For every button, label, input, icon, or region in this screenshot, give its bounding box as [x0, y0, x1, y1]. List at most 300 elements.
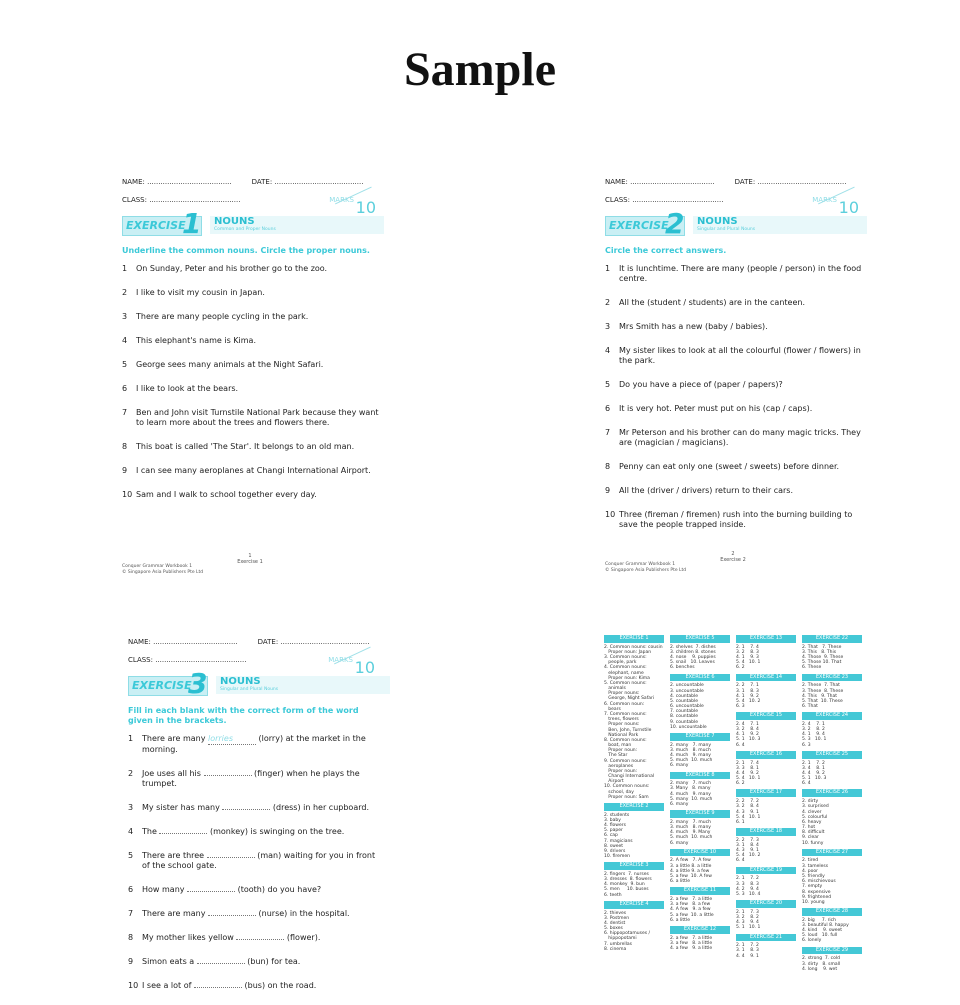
question: 2 Joe uses all his (finger) when he plays the trumpet.: [128, 768, 360, 788]
answer-key-column: [604, 632, 664, 952]
question: 6 How many (tooth) do you have?: [128, 884, 322, 894]
answer-key-line: 4. much 9. many: [670, 753, 711, 758]
answer-key-line: 6. teeth: [604, 892, 622, 898]
answer-key-line: 5. paper: [604, 828, 623, 834]
question: 8 This boat is called 'The Star'. It belongs to an old man.: [122, 441, 355, 451]
answer-key-heading: EXERCISE 28: [802, 908, 862, 916]
answer-key-line: 4. 4 9. 1: [736, 953, 759, 959]
answer-key-line: 3. dresses 8. flowers: [604, 877, 652, 883]
answer-key-line: 4. a few 9. a little: [670, 946, 713, 952]
question-list: [122, 264, 384, 500]
answer-key-line: people, park: [604, 660, 637, 666]
question: 9 Simon eats a (bun) for tea.: [128, 956, 301, 966]
answer-key-line: 3. surprised: [802, 804, 829, 810]
question: 8 My mother likes yellow (flower).: [128, 932, 321, 942]
answer-key-heading: EXERCISE 7: [670, 733, 730, 741]
footer-credit-2: Conquer Grammar Workbook 1 © Singapore Asia Publishers Pte Ltd: [605, 562, 687, 573]
answer-key-line: 3. These 8. These: [802, 688, 844, 694]
question: 10 Sam and I walk to school together every day.: [122, 489, 317, 499]
name-label: NAME: ......................................: [122, 178, 232, 186]
answer-key-heading: EXERCISE 15: [736, 712, 796, 720]
answer-key-line: 9. frightened: [802, 894, 832, 900]
answer-key-line: 5. a few 10. A few: [670, 874, 712, 879]
exercise-word: EXERCISE: [609, 218, 669, 232]
answer-key-line: 2. many 7. much: [670, 819, 711, 825]
worksheet-exercise-2: [605, 178, 867, 544]
answer-key-column: [802, 632, 862, 972]
answer-key-heading: EXERCISE 16: [736, 751, 796, 759]
answer-key-heading: EXERCISE 17: [736, 789, 796, 797]
answer-key-line: 5. 4 10. 2: [736, 698, 761, 704]
answer-blank[interactable]: [204, 775, 252, 776]
answer-key-line: 5. 3 10. 1: [802, 737, 827, 743]
answer-key-line: 5. 4 10. 1: [736, 814, 761, 820]
answer-key-line: 10. Common nouns:: [604, 784, 650, 790]
answer-blank[interactable]: lorries: [208, 734, 256, 745]
answer-key-line: 3. 1 8. 4: [736, 842, 759, 848]
name-label: NAME: ......................................: [605, 178, 715, 186]
answer-blank[interactable]: [197, 963, 245, 964]
exercise-number: 2: [665, 206, 685, 240]
instruction: Circle the correct answers.: [605, 245, 727, 255]
answer-key-line: Proper noun: Kima: [604, 675, 650, 681]
answer-key-line: 6. 4: [736, 742, 745, 748]
answer-key-line: 7. magicians: [604, 838, 633, 844]
answer-key-line: 5. That 10. These: [802, 698, 843, 704]
answer-key-line: 4. flowers: [604, 823, 626, 828]
answer-key-line: Proper nouns:: [604, 722, 640, 728]
answer-key-line: 4. a little 9. a few: [670, 868, 710, 874]
answer-key-line: 4. Those 9. These: [802, 655, 844, 661]
question: 1 It is lunchtime. There are many (people / person) in the food centre.: [605, 263, 862, 283]
answer-key-line: 7. countable: [670, 709, 699, 715]
answer-key-line: 6. 3: [736, 704, 745, 710]
answer-key-heading: EXERCISE 14: [736, 674, 796, 682]
answer-key-line: 5. 3 10. 4: [736, 891, 761, 897]
answer-key-line: 4. dentist: [604, 920, 626, 926]
answer-key-line: 4. 3 9. 1: [736, 848, 759, 854]
answer-key-line: 8. countable: [670, 714, 699, 720]
answer-key-line: 3. baby: [604, 817, 621, 823]
question-list: [605, 264, 867, 530]
question: 8 Penny can eat only one (sweet / sweets) before dinner.: [605, 461, 840, 471]
answer-key-heading: EXERCISE 25: [802, 751, 862, 759]
answer-key-line: 4. 4 9. 2: [736, 770, 759, 776]
answer-key-line: 3. beautiful 8. happy: [802, 922, 849, 928]
answer-key-line: 6. lonely: [802, 938, 822, 944]
answer-key-line: 10. young: [802, 899, 825, 905]
answer-key-line: 6. These: [802, 665, 822, 671]
answer-key-page: [604, 632, 866, 1000]
answer-key-heading: EXERCISE 2: [604, 803, 664, 811]
answer-key-line: 4. Common nouns:: [604, 665, 647, 671]
question: 7 Mr Peterson and his brother can do many magic tricks. They are (magician / magicians).: [605, 427, 861, 447]
answer-key-line: 5. much 10. much: [670, 758, 713, 764]
answer-key-line: 2. 1 7. 4: [736, 644, 759, 650]
answer-key-line: 6. benches: [670, 665, 695, 671]
question: 3 There are many people cycling in the park.: [122, 311, 309, 321]
answer-key-heading: EXERCISE 4: [604, 901, 664, 909]
answer-key-line: 7. empty: [802, 884, 823, 890]
marks-label: MARKS: [328, 655, 353, 664]
answer-key-line: 2. 1 7. 2: [802, 760, 825, 766]
answer-key-line: 2. uncountable: [670, 683, 704, 689]
answer-key-line: 2. 2 7. 2: [736, 799, 759, 805]
answer-key-line: trees, flowers: [604, 717, 639, 723]
answer-key-line: 4. 3 9. 4: [736, 920, 759, 926]
answer-blank[interactable]: [159, 833, 207, 834]
answer-key-line: 6. a little: [670, 879, 690, 885]
answer-key-line: 2. 2 7. 3: [736, 837, 759, 843]
answer-key-line: 4. nose 9. puppies: [670, 655, 716, 661]
answer-key-line: 4. poor: [802, 868, 818, 874]
name-date-row: [122, 178, 384, 187]
question: 4 My sister likes to look at all the colourful (flower / flowers) in the park.: [605, 345, 861, 365]
answer-key-line: 10. funny: [802, 840, 824, 846]
answer-key-line: 2. students: [604, 812, 630, 818]
answer-key-line: 5. loud 10. full: [802, 933, 838, 939]
answer-key-line: 5. friendly: [802, 874, 825, 879]
answer-key-line: animals: [604, 686, 626, 692]
answer-key-line: 5. 1 10. 3: [802, 776, 827, 782]
answer-key-line: 9. Common nouns:: [604, 758, 647, 764]
answer-key-line: 8. difficult: [802, 830, 825, 836]
answer-key-line: 4. clever: [802, 809, 822, 815]
answer-blank[interactable]: [236, 939, 284, 940]
answer-key-line: 2. fingers 7. nurses: [604, 871, 649, 877]
worksheet-exercise-3: [128, 638, 383, 1005]
answer-key-line: 5. men 10. buses: [604, 887, 649, 893]
answer-key-line: 4. countable: [670, 693, 699, 699]
question: 10 Three (fireman / firemen) rush into the burning building to save the people trapped inside.: [605, 509, 853, 529]
answer-key-line: hippopotami: [604, 936, 637, 942]
answer-key-line: 4. 1 9. 3: [736, 655, 759, 661]
topic-box: [216, 676, 390, 694]
answer-key-line: 3. uncountable: [670, 688, 704, 694]
question: 10 I see a lot of (bus) on the road.: [128, 980, 317, 990]
answer-key-line: 6. 2: [736, 665, 745, 671]
answer-key-line: Proper noun: Sam: [604, 794, 649, 800]
answer-key-line: 3. 3 8. 3: [736, 881, 759, 887]
page-number-2: 2 Exercise 2: [720, 551, 746, 563]
answer-blank[interactable]: [187, 891, 235, 892]
marks-total: 10: [838, 197, 859, 217]
date-label: DATE: ........................................: [257, 638, 370, 646]
answer-key-line: 2. 4 7. 1: [802, 721, 825, 727]
answer-key-heading: EXERCISE 21: [736, 934, 796, 942]
answer-key-line: Airport: [604, 779, 624, 785]
question: 4 The (monkey) is swinging on the tree.: [128, 826, 345, 836]
answer-key-line: 10. uncountable: [670, 724, 707, 730]
answer-key-column: [670, 632, 730, 951]
answer-key-line: 5. a few 10. a little: [670, 912, 714, 918]
page-title: Sample: [403, 43, 556, 96]
answer-key-line: 4. monkey 9. bun: [604, 882, 645, 888]
class-label: CLASS: .........................................: [605, 195, 724, 204]
date-label: DATE: ........................................: [734, 178, 847, 186]
question: 4 This elephant's name is Kima.: [122, 335, 256, 345]
answer-key-line: aeroplanes: [604, 763, 634, 769]
answer-key-line: 2. 1 7. 2: [736, 943, 759, 949]
answer-key-line: 6. many: [670, 801, 689, 807]
answer-key-heading: EXERCISE 11: [670, 887, 730, 895]
answer-key-line: 3. tameless: [802, 863, 829, 869]
question: 2 All the (student / students) are in the canteen.: [605, 297, 805, 307]
answer-key-line: 2. shelves 7. dishes: [670, 644, 716, 650]
answer-key-line: 4. 3 9. 1: [736, 809, 759, 815]
answer-key-line: 6. heavy: [802, 819, 822, 825]
answer-key-line: 2. thieves: [604, 910, 627, 916]
answer-key-line: 4. long 9. wet: [802, 966, 838, 972]
answer-key-line: elephant, name: [604, 670, 644, 676]
answer-key-line: 3. 2 8. 2: [802, 727, 825, 733]
question: 5 George sees many animals at the Night Safari.: [122, 359, 324, 369]
class-label: CLASS: .........................................: [122, 195, 241, 204]
answer-key-line: 6. 1: [736, 819, 745, 825]
name-date-row: [128, 638, 383, 647]
answer-key-line: 2. That 7. These: [802, 644, 842, 650]
answer-key-line: 9. drivers: [604, 848, 626, 854]
question: 7 There are many (nurse) in the hospital.: [128, 908, 350, 918]
answer-key-heading: EXERCISE 22: [802, 635, 862, 643]
name-label: NAME: ......................................: [128, 638, 238, 646]
footer-credit-1: Conquer Grammar Workbook 1 © Singapore Asia Publishers Pte Ltd: [122, 564, 204, 575]
answer-key-line: 5. much 10. much: [670, 835, 713, 841]
answer-key-line: 6. Common noun:: [604, 701, 645, 707]
answer-key-line: 3. much 8. many: [670, 825, 711, 831]
answer-key-line: 5. many 10. much: [670, 796, 713, 802]
answer-key-line: 2. A few 7. A few: [670, 858, 711, 864]
instruction: Underline the common nouns. Circle the proper nouns.: [122, 245, 370, 255]
question: 9 All the (driver / drivers) return to their cars.: [605, 485, 793, 495]
instruction: Fill in each blank with the correct form of the word given in the brackets.: [128, 705, 359, 725]
answer-key-line: 2. a few 7. a little: [670, 897, 713, 903]
question: 3 My sister has many (dress) in her cupboard.: [128, 802, 369, 812]
answer-key-heading: EXERCISE 5: [670, 635, 730, 643]
answer-key-line: 2. 1 7. 3: [736, 909, 759, 915]
answer-key-heading: EXERCISE 26: [802, 789, 862, 797]
answer-key-line: 2. a few 7. a little: [670, 935, 713, 941]
answer-key-line: 2. 1 7. 4: [736, 760, 759, 766]
answer-key-line: 7. umbrellas: [604, 941, 632, 947]
question: 6 It is very hot. Peter must put on his (cap / caps).: [605, 403, 813, 413]
answer-key-line: 4. much 9. Many: [670, 830, 711, 836]
answer-key-heading: EXERCISE 6: [670, 674, 730, 682]
answer-key-heading: EXERCISE 13: [736, 635, 796, 643]
topic-title: NOUNS: [220, 675, 261, 687]
answer-key-line: 9. clear: [802, 835, 819, 841]
answer-key-line: Proper noun:: [604, 748, 638, 754]
answer-key-line: 3. 2 8. 4: [736, 804, 759, 810]
answer-key-line: 6. 2: [736, 781, 745, 787]
exercise-number: 1: [182, 206, 202, 240]
answer-blank[interactable]: [208, 915, 256, 916]
answer-key-line: 3. a few 8. a little: [670, 940, 713, 946]
answer-key-line: 4. 4 9. 2: [802, 770, 825, 776]
answer-key-line: boat, man: [604, 743, 632, 749]
answer-key-line: 4. This 9. That: [802, 693, 838, 699]
question: 5 Do you have a piece of (paper / papers)?: [605, 379, 783, 389]
answer-key-line: Changi International: [604, 774, 655, 780]
exercise-word: EXERCISE: [126, 218, 186, 232]
answer-key-line: 8. sweet: [604, 843, 624, 849]
answer-key-line: 3. 1 8. 3: [736, 688, 759, 694]
answer-key-line: 2. big 7. rich: [802, 917, 836, 923]
answer-key-line: 5. countable: [670, 698, 699, 704]
answer-key-line: 4. A few 9. a few: [670, 907, 711, 913]
name-date-row: [605, 178, 867, 187]
answer-key-heading: EXERCISE 20: [736, 900, 796, 908]
answer-key-line: 2. Common nouns: cousin: [604, 644, 663, 650]
answer-key-line: 2. strong 7. cold: [802, 956, 840, 962]
answer-key-line: 5. 1 10. 3: [736, 737, 761, 743]
answer-key-line: 2. 1 7. 2: [736, 876, 759, 882]
topic-title: NOUNS: [214, 215, 255, 227]
answer-key-line: 6. 3: [802, 742, 811, 748]
answer-blank[interactable]: [207, 857, 255, 858]
marks-label: MARKS: [812, 195, 837, 204]
answer-key-line: 2. many 7. many: [670, 742, 712, 748]
answer-key-heading: EXERCISE 27: [802, 849, 862, 857]
answer-key-line: 5. 4 10. 1: [736, 660, 761, 666]
answer-blank[interactable]: [194, 987, 242, 988]
answer-blank[interactable]: [222, 809, 270, 810]
topic-subtitle: Singular and Plural Nouns: [697, 226, 756, 232]
answer-key-line: 2. dirty: [802, 799, 819, 805]
answer-key-line: 10. firemen: [604, 854, 630, 860]
answer-key-heading: EXERCISE 10: [670, 849, 730, 857]
answer-key-line: 5. boxes: [604, 926, 623, 932]
date-label: DATE: ........................................: [251, 178, 364, 186]
question: 2 I like to visit my cousin in Japan.: [122, 287, 265, 297]
answer-key-line: 3. 2 8. 4: [736, 727, 759, 733]
answer-key-line: George, Night Safari: [604, 696, 655, 702]
question: 1 On Sunday, Peter and his brother go to the zoo.: [122, 263, 328, 273]
topic-title: NOUNS: [697, 215, 738, 227]
answer-key-line: 6. a little: [670, 917, 690, 923]
marks-label: MARKS: [329, 195, 354, 204]
answer-key-line: 6. mischievous: [802, 879, 836, 885]
exercise-number: 3: [188, 666, 208, 700]
answer-key-line: National Park: [604, 732, 639, 738]
answer-key-line: 6. 4: [736, 858, 745, 864]
answer-key-line: 4. 1 9. 2: [736, 732, 759, 738]
answer-key-line: 6. hippopotamuses /: [604, 931, 651, 937]
answer-key-line: 2. 2 7. 1: [736, 683, 759, 689]
answer-key-heading: EXERCISE 24: [802, 712, 862, 720]
answer-key-line: 3. Many 8. many: [670, 786, 711, 792]
answer-key-line: 3. dirty 8. small: [802, 961, 841, 967]
answer-key-line: Proper noun:: [604, 768, 638, 774]
answer-key-line: 4. 1 9. 2: [736, 693, 759, 699]
marks-total: 10: [355, 197, 376, 217]
answer-key-heading: EXERCISE 29: [802, 947, 862, 955]
answer-key-line: 3. Postmen: [604, 915, 630, 921]
answer-key-line: 2. 4 7. 1: [736, 721, 759, 727]
answer-key-line: 6. many: [670, 763, 689, 769]
page-number-1: 1 Exercise 1: [237, 553, 263, 565]
answer-key-line: 7. hot: [802, 825, 816, 831]
answer-key-heading: EXERCISE 19: [736, 867, 796, 875]
answer-key-line: 2. tired: [802, 858, 819, 864]
question: 5 There are three (man) waiting for you in front of the school gate.: [128, 850, 376, 870]
answer-key-line: 3. 4 8. 1: [802, 765, 825, 771]
answer-key-column: [736, 632, 796, 959]
answer-key-line: 3. a few 8. a few: [670, 902, 711, 908]
answer-key-line: 3. 2 8. 2: [736, 915, 759, 921]
answer-key-line: 6. That: [802, 704, 818, 710]
answer-key-line: 7. Common nouns:: [604, 711, 647, 717]
marks-total: 10: [354, 657, 375, 677]
topic-subtitle: Singular and Plural Nouns: [220, 686, 279, 692]
answer-key-line: school, day: [604, 789, 634, 795]
answer-key-line: 5. 4 10. 1: [736, 776, 761, 782]
answer-key-line: 3. This 8. This: [802, 649, 837, 655]
answer-key-line: 3. a little 8. a little: [670, 863, 712, 869]
answer-key-line: Proper noun: Japan: [604, 649, 652, 655]
answer-key-line: 3. 3 8. 1: [736, 765, 759, 771]
answer-key-line: 8. Common nouns:: [604, 737, 647, 743]
answer-key-line: 9. countable: [670, 719, 699, 725]
worksheet-exercise-1: [122, 178, 384, 514]
question-list: [128, 734, 383, 991]
answer-key-heading: EXERCISE 8: [670, 772, 730, 780]
answer-key-line: bears: [604, 706, 621, 712]
question: 7 Ben and John visit Turnstile National Park because they want to learn more about the trees and flowers there.: [122, 407, 379, 427]
question: 9 I can see many aeroplanes at Changi International Airport.: [122, 465, 371, 475]
answer-key-line: 4. much 9. many: [670, 791, 711, 797]
answer-key-line: 4. kind 9. sweet: [802, 928, 843, 934]
question: 3 Mrs Smith has a new (baby / babies).: [605, 321, 768, 331]
answer-key-line: Proper nouns:: [604, 691, 640, 697]
exercise-word: EXERCISE: [132, 678, 192, 692]
answer-key-line: 3. Common nouns:: [604, 655, 647, 661]
answer-key-line: 5. Common nouns:: [604, 680, 647, 686]
answer-key-heading: EXERCISE 9: [670, 810, 730, 818]
answer-key-line: The Star: [604, 753, 628, 759]
answer-key-line: 5. snail 10. Leaves: [670, 660, 715, 666]
answer-key-line: 5. 1 10. 1: [736, 925, 761, 931]
answer-key-heading: EXERCISE 12: [670, 926, 730, 934]
answer-key-line: 3. children 8. stones: [670, 649, 716, 655]
answer-key-line: 2. many 7. much: [670, 781, 711, 787]
answer-key-line: 3. 2 8. 3: [736, 649, 759, 655]
answer-key-heading: EXERCISE 1: [604, 635, 664, 643]
answer-key-heading: EXERCISE 23: [802, 674, 862, 682]
class-label: CLASS: .........................................: [128, 655, 247, 664]
topic-subtitle: Common and Proper Nouns: [214, 226, 276, 232]
answer-key-line: 3. much 8. much: [670, 747, 711, 753]
answer-key-line: 6. 4: [802, 781, 811, 787]
answer-key-line: 2. These 7. That: [802, 683, 840, 689]
answer-key-line: 6. many: [670, 840, 689, 846]
answer-key-heading: EXERCISE 18: [736, 828, 796, 836]
answer-key-line: 5. Those 10. That: [802, 660, 842, 666]
answer-key-line: Ben, John, Turnstile: [604, 727, 652, 733]
answer-key-line: 8. expensive: [802, 889, 831, 895]
answer-key-line: 5. colourful: [802, 814, 828, 820]
question: 1 There are many lorries (lorry) at the market in the morning.: [128, 733, 366, 754]
question: 6 I like to look at the bears.: [122, 383, 239, 393]
answer-key-line: 8. cinema: [604, 946, 627, 952]
answer-key-line: 5. 4 10. 2: [736, 853, 761, 859]
answer-key-line: 4. 2 9. 4: [736, 886, 759, 892]
answer-key-line: 4. 1 9. 4: [802, 732, 825, 738]
answer-key-heading: EXERCISE 3: [604, 862, 664, 870]
answer-key-line: 6. cap: [604, 833, 618, 839]
answer-key-line: 3. 1 8. 3: [736, 948, 759, 954]
answer-key-line: 6. uncountable: [670, 704, 704, 710]
